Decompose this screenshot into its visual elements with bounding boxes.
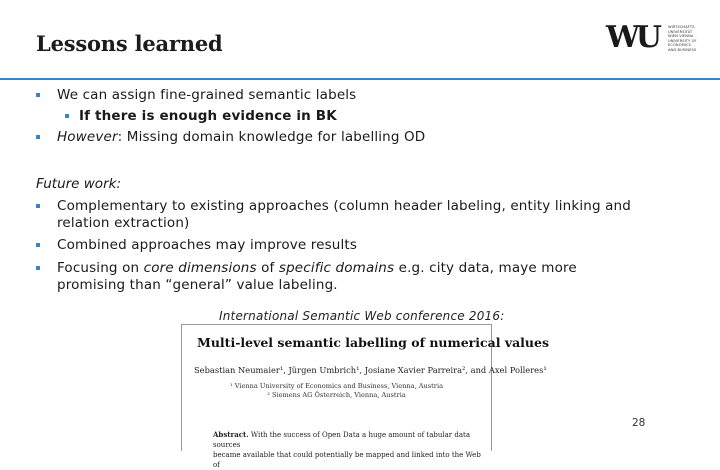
paper-affiliation-1: ¹ Vienna University of Economics and Business, Vienna, Austria xyxy=(230,382,443,390)
bullet-marker-icon xyxy=(36,266,40,270)
bullet-fine-grained-labels: We can assign fine-grained semantic labels xyxy=(57,87,357,103)
page-number: 28 xyxy=(632,417,646,429)
bullet-marker-icon xyxy=(36,93,40,97)
title-divider xyxy=(0,78,720,80)
paper-affiliation-2: ² Siemens AG Österreich, Vienna, Austria xyxy=(267,391,406,399)
bullet-marker-icon xyxy=(36,204,40,208)
focusing-specific-domains: specific domains xyxy=(278,260,395,276)
focusing-post: e.g. city data, maye more xyxy=(394,260,577,276)
however-text: : Missing domain knowledge for labelling OD xyxy=(117,129,426,145)
logo-text: WIRTSCHAFTS UNIVERSITÄT WIEN VIENNA UNIVERSITY OF ECONOMICS AND BUSINESS xyxy=(668,25,697,52)
abstract-line-1 xyxy=(213,430,483,450)
paper-abstract xyxy=(213,430,483,470)
logo-mark: WU xyxy=(606,20,658,55)
bullet-marker-icon xyxy=(36,135,40,139)
focusing-mid: of xyxy=(256,260,279,276)
paper-title: Multi-level semantic labelling of numerical values xyxy=(197,335,550,350)
future-item-focusing-line2: promising than “general” value labeling. xyxy=(57,277,338,293)
bullet-however xyxy=(57,129,425,146)
future-work-heading: Future work: xyxy=(36,176,121,192)
abstract-label: Abstract. xyxy=(213,430,249,439)
future-item-focusing-line1 xyxy=(57,260,577,277)
bullet-marker-icon xyxy=(36,243,40,247)
paper-authors: Sebastian Neumaier¹, Jürgen Umbrich¹, Josiane Xavier Parreira², and Axel Polleres¹ xyxy=(194,365,547,375)
future-item-complementary xyxy=(57,198,631,232)
focusing-core-dimensions: core dimensions xyxy=(143,260,257,276)
sub-bullet-marker-icon xyxy=(65,114,69,118)
wu-logo xyxy=(606,22,702,74)
sub-bullet-evidence: If there is enough evidence in BK xyxy=(79,108,337,124)
future-item-complementary-line1: Complementary to existing approaches (column header labeling, entity linking and xyxy=(57,198,631,214)
paper-snippet xyxy=(181,324,550,469)
future-item-complementary-line2: relation extraction) xyxy=(57,215,190,231)
slide-title: Lessons learned xyxy=(36,31,223,56)
future-item-focusing xyxy=(57,260,577,294)
abstract-line-1-text: With the success of Open Data a huge amount of tabular data sources xyxy=(213,431,471,449)
however-label: However xyxy=(57,129,118,145)
abstract-line-2: became available that could potentially be mapped and linked into the Web of xyxy=(213,451,481,469)
focusing-pre: Focusing on xyxy=(57,260,144,276)
future-item-combined: Combined approaches may improve results xyxy=(57,237,358,253)
paper-conference-caption: International Semantic Web conference 2016: xyxy=(219,309,505,323)
